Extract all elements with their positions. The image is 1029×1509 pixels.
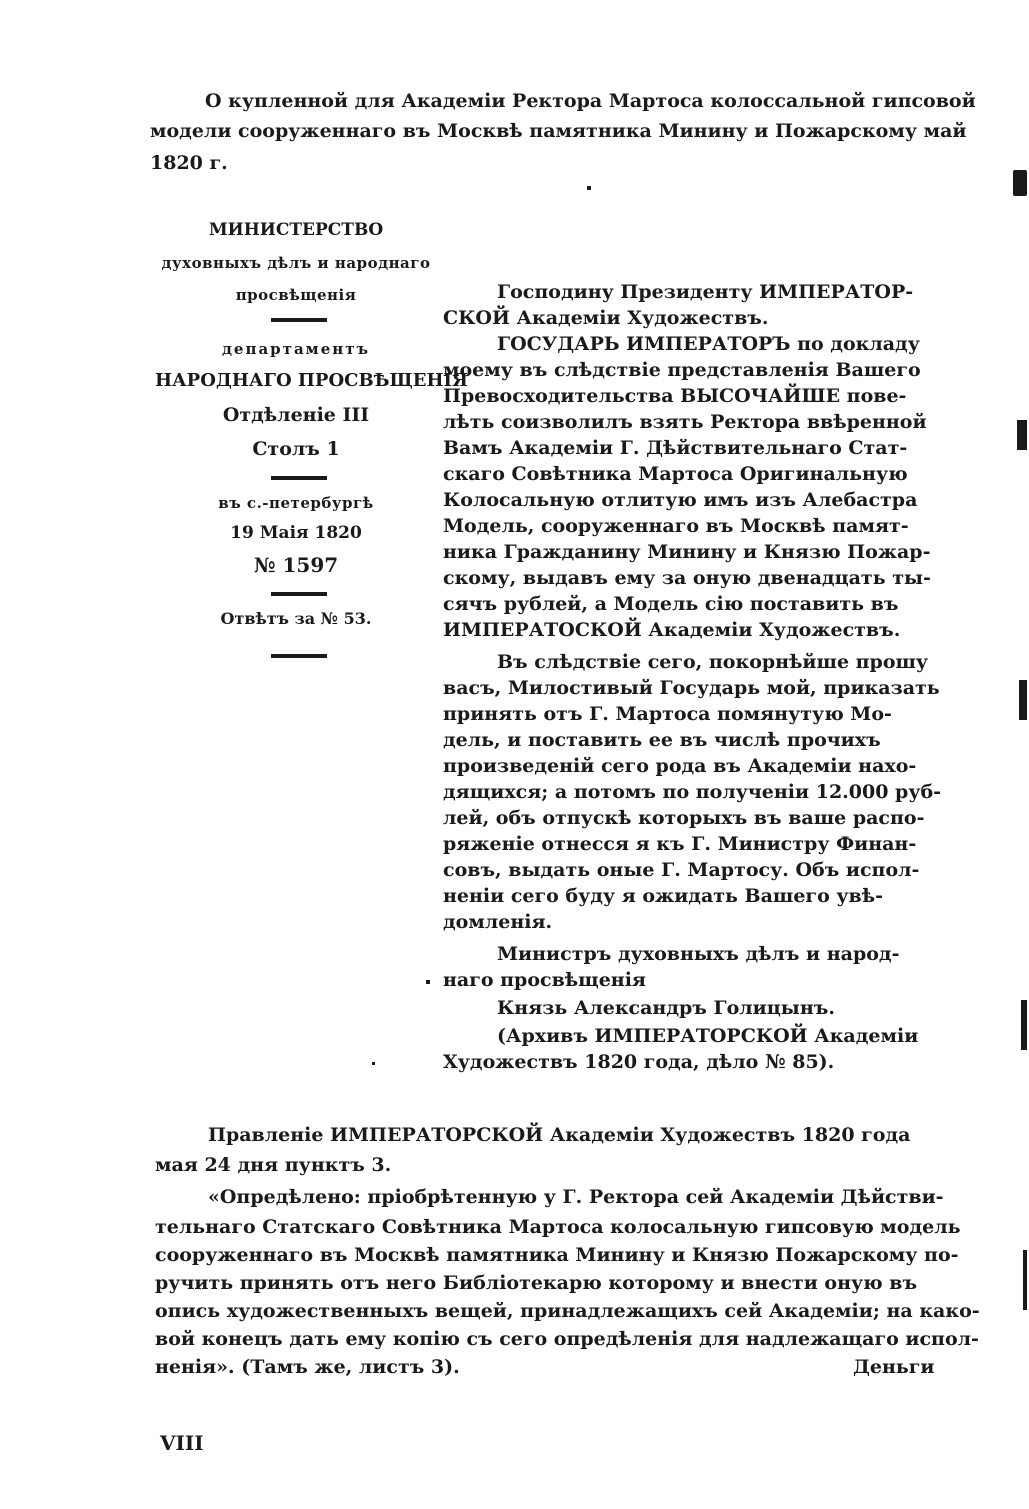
board-line: тельнаго Статскаго Совѣтника Мартоса колосальную гипсовую модель xyxy=(155,1216,961,1238)
archive-reference: (Архивъ ИМПЕРАТОРСКОЙ Академіи xyxy=(497,1025,919,1047)
letter-line: скому, выдавъ ему за оную двенадцать ты- xyxy=(443,567,931,589)
ministry-title: МИНИСТЕРСТВО xyxy=(208,220,384,240)
letter-line: неніи сего буду я ожидать Вашего увѣ- xyxy=(443,885,883,907)
letter-line: Вамъ Академіи Г. Дѣйствительнаго Стат- xyxy=(443,437,908,459)
letter-line: васъ, Милостивый Государь мой, приказать xyxy=(443,677,940,699)
city-label: въ с.-петербургѣ xyxy=(218,494,374,512)
signature-line: наго просвѣщенія xyxy=(443,969,646,991)
letter-line: ГОСУДАРЬ ИМПЕРАТОРЪ по докладу xyxy=(497,333,920,355)
letter-line: Колосальную отлитую имъ изъ Алебастра xyxy=(443,489,918,511)
board-line: мая 24 дня пунктъ 3. xyxy=(155,1154,392,1176)
letter-number: № 1597 xyxy=(253,553,339,577)
letter-line: сячъ рублей, а Модель сію поставить въ xyxy=(443,593,899,615)
letter-date: 19 Маія 1820 xyxy=(230,523,362,543)
letter-line: лѣть соизволилъ взять Ректора ввѣренной xyxy=(443,411,927,433)
scan-artifact xyxy=(1013,170,1027,196)
scan-artifact xyxy=(1019,680,1027,720)
ministry-subtitle-2: просвѣщенія xyxy=(235,286,357,304)
scan-artifact xyxy=(1017,420,1027,450)
board-line: вой конецъ дать ему копію съ сего опредѣленія для надлежащаго испол- xyxy=(155,1328,979,1350)
letter-line: моему въ слѣдствіе представленія Вашего xyxy=(443,359,921,381)
scan-artifact xyxy=(587,186,591,190)
board-line: ненія». (Тамъ же, листъ 3). xyxy=(155,1356,460,1378)
archive-reference: Художествъ 1820 года, дѣло № 85). xyxy=(443,1051,835,1073)
desk-label: Столъ 1 xyxy=(252,438,340,460)
divider-rule xyxy=(271,318,327,322)
ministry-subtitle: духовныхъ дѣлъ и народнаго xyxy=(161,254,431,272)
letter-line: дель, и поставить ее въ числѣ прочихъ xyxy=(443,729,881,751)
letter-line: Превосходительства ВЫСОЧАЙШЕ пове- xyxy=(443,385,907,407)
scan-artifact xyxy=(1021,1000,1027,1050)
intro-line: О купленной для Академіи Ректора Мартоса колоссальной гипсовой xyxy=(205,90,976,112)
letter-line: скаго Совѣтника Мартоса Оригинальную xyxy=(443,463,908,485)
letter-line: Въ слѣдствіе сего, покорнѣйше прошу xyxy=(497,651,929,673)
letter-line: принять отъ Г. Мартоса помянутую Мо- xyxy=(443,703,892,725)
letter-line: ника Гражданину Минину и Князю Пожар- xyxy=(443,541,931,563)
letter-line: дящихся; а потомъ по полученіи 12.000 руб- xyxy=(443,781,942,803)
divider-rule xyxy=(271,592,327,596)
letter-line: домленія. xyxy=(443,911,553,933)
letter-line: Господину Президенту ИМПЕРАТОР- xyxy=(497,281,914,303)
board-line: Правленіе ИМПЕРАТОРСКОЙ Академіи Художествъ 1820 года xyxy=(208,1124,911,1146)
scan-artifact xyxy=(372,1062,375,1065)
section-label: Отдѣленіе III xyxy=(222,404,370,426)
letter-line: совъ, выдать оные Г. Мартосу. Объ испол- xyxy=(443,859,920,881)
letter-line: лей, объ отпускѣ которыхъ въ ваше распо- xyxy=(443,807,925,829)
divider-rule xyxy=(271,476,327,480)
scan-artifact xyxy=(426,980,430,984)
catchword: Деньги xyxy=(853,1356,935,1378)
reply-reference: Отвѣтъ за № 53. xyxy=(220,609,372,628)
letter-line: СКОЙ Академіи Художествъ. xyxy=(443,307,769,329)
board-line: «Опредѣлено: пріобрѣтенную у Г. Ректора сей Академіи Дѣйстви- xyxy=(208,1186,944,1208)
department-label: департаментъ xyxy=(221,340,371,358)
intro-line: 1820 г. xyxy=(150,152,228,174)
board-line: опись художественныхъ вещей, принадлежащихъ сей Академіи; на како- xyxy=(155,1300,980,1322)
intro-line: модели сооруженнаго въ Москвѣ памятника Минину и Пожарскому май xyxy=(150,120,967,142)
signature-mark: VIII xyxy=(160,1431,204,1455)
signature-line: Министръ духовныхъ дѣлъ и народ- xyxy=(497,943,900,965)
letter-line: ИМПЕРАТОСКОЙ Академіи Художествъ. xyxy=(443,619,901,641)
board-line: сооруженнаго въ Москвѣ памятника Минину и Князю Пожарскому по- xyxy=(155,1244,959,1266)
signature-name: Князь Александръ Голицынъ. xyxy=(497,997,835,1019)
letter-line: произведеній сего рода въ Академіи нахо- xyxy=(443,755,917,777)
letter-line: Модель, сооруженнаго въ Москвѣ памят- xyxy=(443,515,909,537)
scan-artifact xyxy=(1023,1250,1027,1310)
letter-line: ряженіе отнесся я къ Г. Министру Финан- xyxy=(443,833,917,855)
divider-rule xyxy=(271,654,327,658)
board-line: ручить принять отъ него Библіотекарю которому и внести оную въ xyxy=(155,1272,918,1294)
department-name: НАРОДНАГО ПРОСВѢЩЕНІЯ xyxy=(155,370,468,391)
